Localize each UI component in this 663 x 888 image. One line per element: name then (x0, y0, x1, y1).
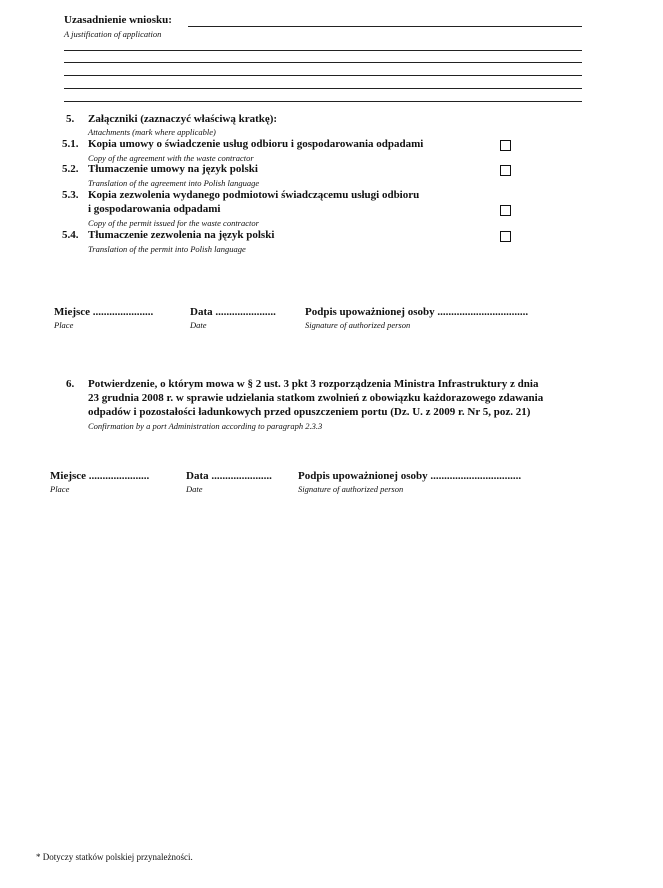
attachment-label-en: Translation of the permit into Polish language (88, 244, 246, 254)
attachments-heading-en: Attachments (mark where applicable) (88, 127, 216, 137)
justification-field-line-2[interactable] (64, 50, 582, 51)
place-label-en: Place (54, 320, 74, 330)
attachment-number: 5.4. (62, 229, 79, 241)
justification-field-line-5[interactable] (64, 88, 582, 89)
footnote: * Dotyczy statków polskiej przynależności. (36, 852, 193, 862)
signature-label-en: Signature of authorized person (305, 320, 411, 330)
attachment-label-en: Translation of the agreement into Polish language (88, 178, 260, 188)
attachment-number: 5.1. (62, 138, 79, 150)
date-label-en: Date (186, 484, 203, 494)
date-field[interactable]: Data ...................... (190, 306, 276, 318)
attachment-label: Tłumaczenie umowy na język polski (88, 163, 258, 175)
confirmation-line-2: 23 grudnia 2008 r. w sprawie udzielania statkom zwolnień z obowiązku każdorazowego zdawania (88, 392, 544, 404)
justification-field-line-6[interactable] (64, 101, 582, 102)
attachment-label-line1: Kopia zezwolenia wydanego podmiotowi świadczącemu usługi odbioru (88, 189, 420, 201)
confirmation-line-1: Potwierdzenie, o którym mowa w § 2 ust. 3 pkt 3 rozporządzenia Ministra Infrastruktury z dnia (88, 378, 539, 390)
attachment-label-line2: i gospodarowania odpadami (88, 203, 221, 215)
attachment-label-en: Copy of the permit issued for the waste contractor (88, 218, 259, 228)
justification-field-line-1[interactable] (188, 26, 582, 27)
date-field[interactable]: Data ...................... (186, 470, 272, 482)
attachment-number: 5.3. (62, 189, 79, 201)
confirmation-line-en: Confirmation by a port Administration according to paragraph 2.3.3 (88, 421, 323, 431)
place-label-en: Place (50, 484, 70, 494)
attachment-number: 5.2. (62, 163, 79, 175)
attachment-checkbox-agreement-translation[interactable] (500, 165, 511, 176)
justification-field-line-4[interactable] (64, 75, 582, 76)
justification-field-line-3[interactable] (64, 62, 582, 63)
attachment-label: Tłumaczenie zezwolenia na język polski (88, 229, 275, 241)
justification-label-en: A justification of application (64, 29, 162, 39)
attachment-checkbox-permit[interactable] (500, 205, 511, 216)
attachment-checkbox-permit-translation[interactable] (500, 231, 511, 242)
date-label-en: Date (190, 320, 207, 330)
attachment-checkbox-agreement[interactable] (500, 140, 511, 151)
attachment-label-en: Copy of the agreement with the waste contractor (88, 153, 254, 163)
place-field[interactable]: Miejsce ...................... (50, 470, 150, 482)
signature-label-en: Signature of authorized person (298, 484, 404, 494)
confirmation-number: 6. (66, 378, 75, 390)
attachments-heading: Załączniki (zaznaczyć właściwą kratkę): (88, 113, 278, 125)
confirmation-line-3: odpadów i pozostałości ładunkowych przed opuszczeniem portu (Dz. U. z 2009 r. Nr 5, poz. 21) (88, 406, 531, 418)
justification-label: Uzasadnienie wniosku: (64, 14, 172, 26)
attachment-label: Kopia umowy o świadczenie usług odbioru i gospodarowania odpadami (88, 138, 424, 150)
place-field[interactable]: Miejsce ...................... (54, 306, 154, 318)
signature-field[interactable]: Podpis upoważnionej osoby ................................. (305, 306, 529, 318)
signature-field[interactable]: Podpis upoważnionej osoby ................................. (298, 470, 522, 482)
attachments-number: 5. (66, 113, 75, 125)
